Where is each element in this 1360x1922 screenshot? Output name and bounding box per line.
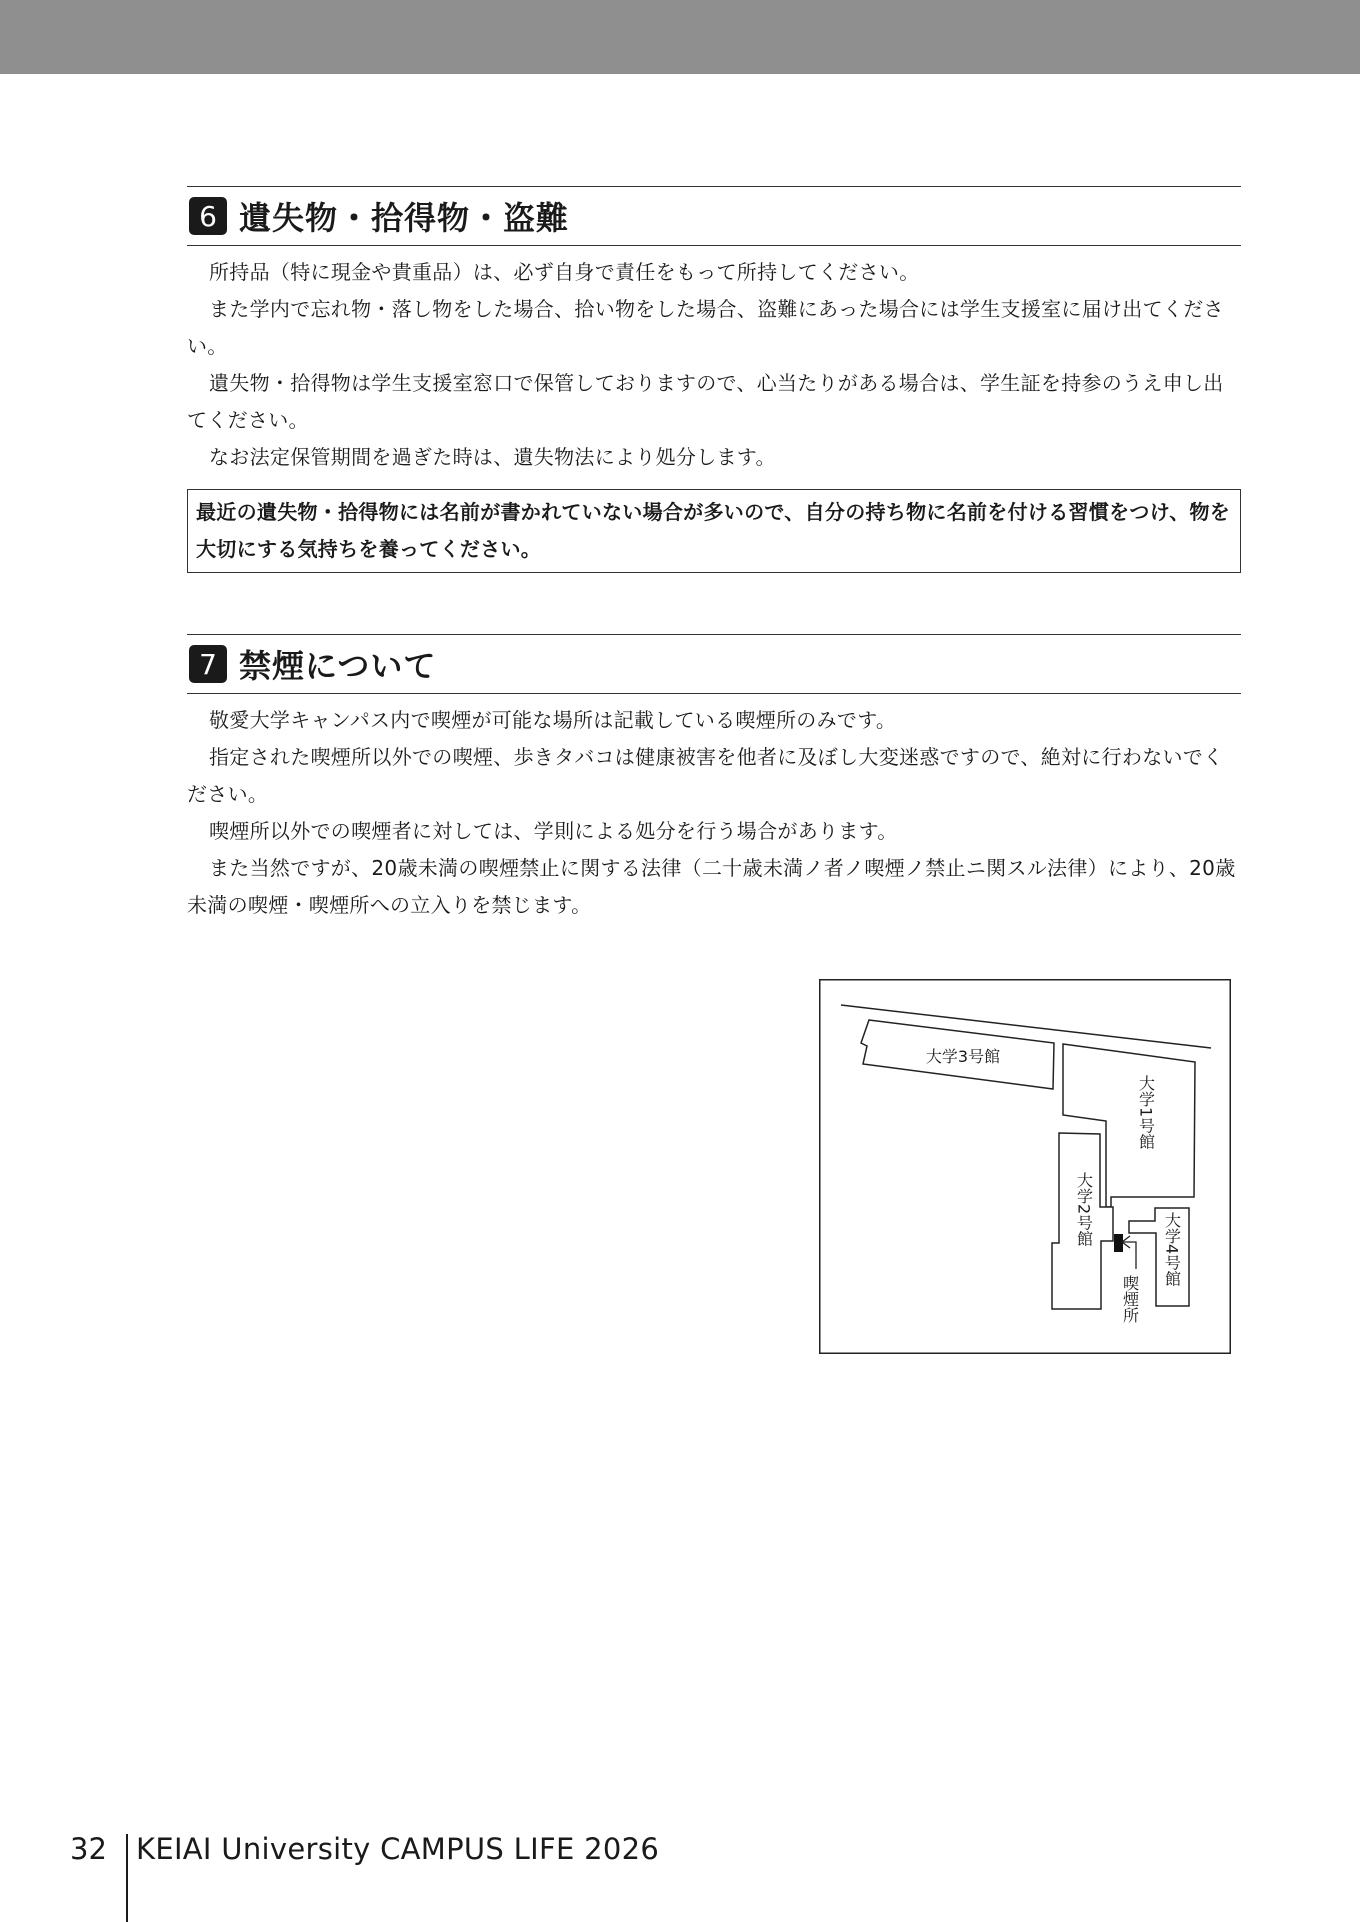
paragraph: また当然ですが、20歳未満の喫煙禁止に関する法律（二十歳未満ノ者ノ喫煙ノ禁止ニ関スル法律）により、20歳未満の喫煙・喫煙所への立入りを禁じます。 bbox=[187, 856, 1236, 917]
building-3-label: 大学3号館 bbox=[925, 1047, 1001, 1066]
paragraph: また学内で忘れ物・落し物をした場合、拾い物をした場合、盗難にあった場合には学生支援室に届け出てください。 bbox=[187, 297, 1224, 358]
section-body bbox=[187, 702, 1241, 924]
footer-divider bbox=[126, 1834, 128, 1922]
section-no-smoking bbox=[187, 634, 1241, 924]
page-footer bbox=[70, 1832, 659, 1922]
section-title: 遺失物・拾得物・盗難 bbox=[239, 199, 570, 237]
building-2-label: 大学2号館 bbox=[1074, 1172, 1094, 1247]
smoking-area-label: 喫煙所 bbox=[1120, 1275, 1140, 1323]
smoking-area-marker bbox=[1114, 1234, 1123, 1252]
section-title: 禁煙について bbox=[239, 647, 437, 685]
campus-map bbox=[819, 979, 1231, 1354]
paragraph: 遺失物・拾得物は学生支援室窓口で保管しておりますので、心当たりがある場合は、学生証を持参のうえ申し出てください。 bbox=[187, 371, 1224, 432]
paragraph: なお法定保管期間を過ぎた時は、遺失物法により処分します。 bbox=[209, 445, 776, 469]
building-4-label: 大学4号館 bbox=[1162, 1212, 1182, 1287]
paragraph: 所持品（特に現金や貴重品）は、必ず自身で責任をもって所持してください。 bbox=[209, 260, 920, 284]
notice-box: 最近の遺失物・拾得物には名前が書かれていない場合が多いので、自分の持ち物に名前を付ける習慣をつけ、物を大切にする気持ちを養ってください。 bbox=[187, 489, 1241, 573]
footer-title: KEIAI University CAMPUS LIFE 2026 bbox=[136, 1832, 660, 1866]
paragraph: 敬愛大学キャンパス内で喫煙が可能な場所は記載している喫煙所のみです。 bbox=[209, 708, 897, 732]
header-band bbox=[0, 0, 1360, 74]
section-body bbox=[187, 254, 1241, 476]
section-lost-and-found bbox=[187, 186, 1241, 573]
section-heading bbox=[187, 186, 1241, 246]
paragraph: 指定された喫煙所以外での喫煙、歩きタバコは健康被害を他者に及ぼし大変迷惑ですので、絶対に行わないでください。 bbox=[187, 745, 1224, 806]
section-heading bbox=[187, 634, 1241, 694]
paragraph: 喫煙所以外での喫煙者に対しては、学則による処分を行う場合があります。 bbox=[209, 819, 898, 843]
section-number-badge: 7 bbox=[189, 645, 227, 683]
page-number: 32 bbox=[70, 1832, 107, 1866]
section-number-badge: 6 bbox=[189, 197, 227, 235]
building-1-label: 大学1号館 bbox=[1136, 1075, 1156, 1150]
